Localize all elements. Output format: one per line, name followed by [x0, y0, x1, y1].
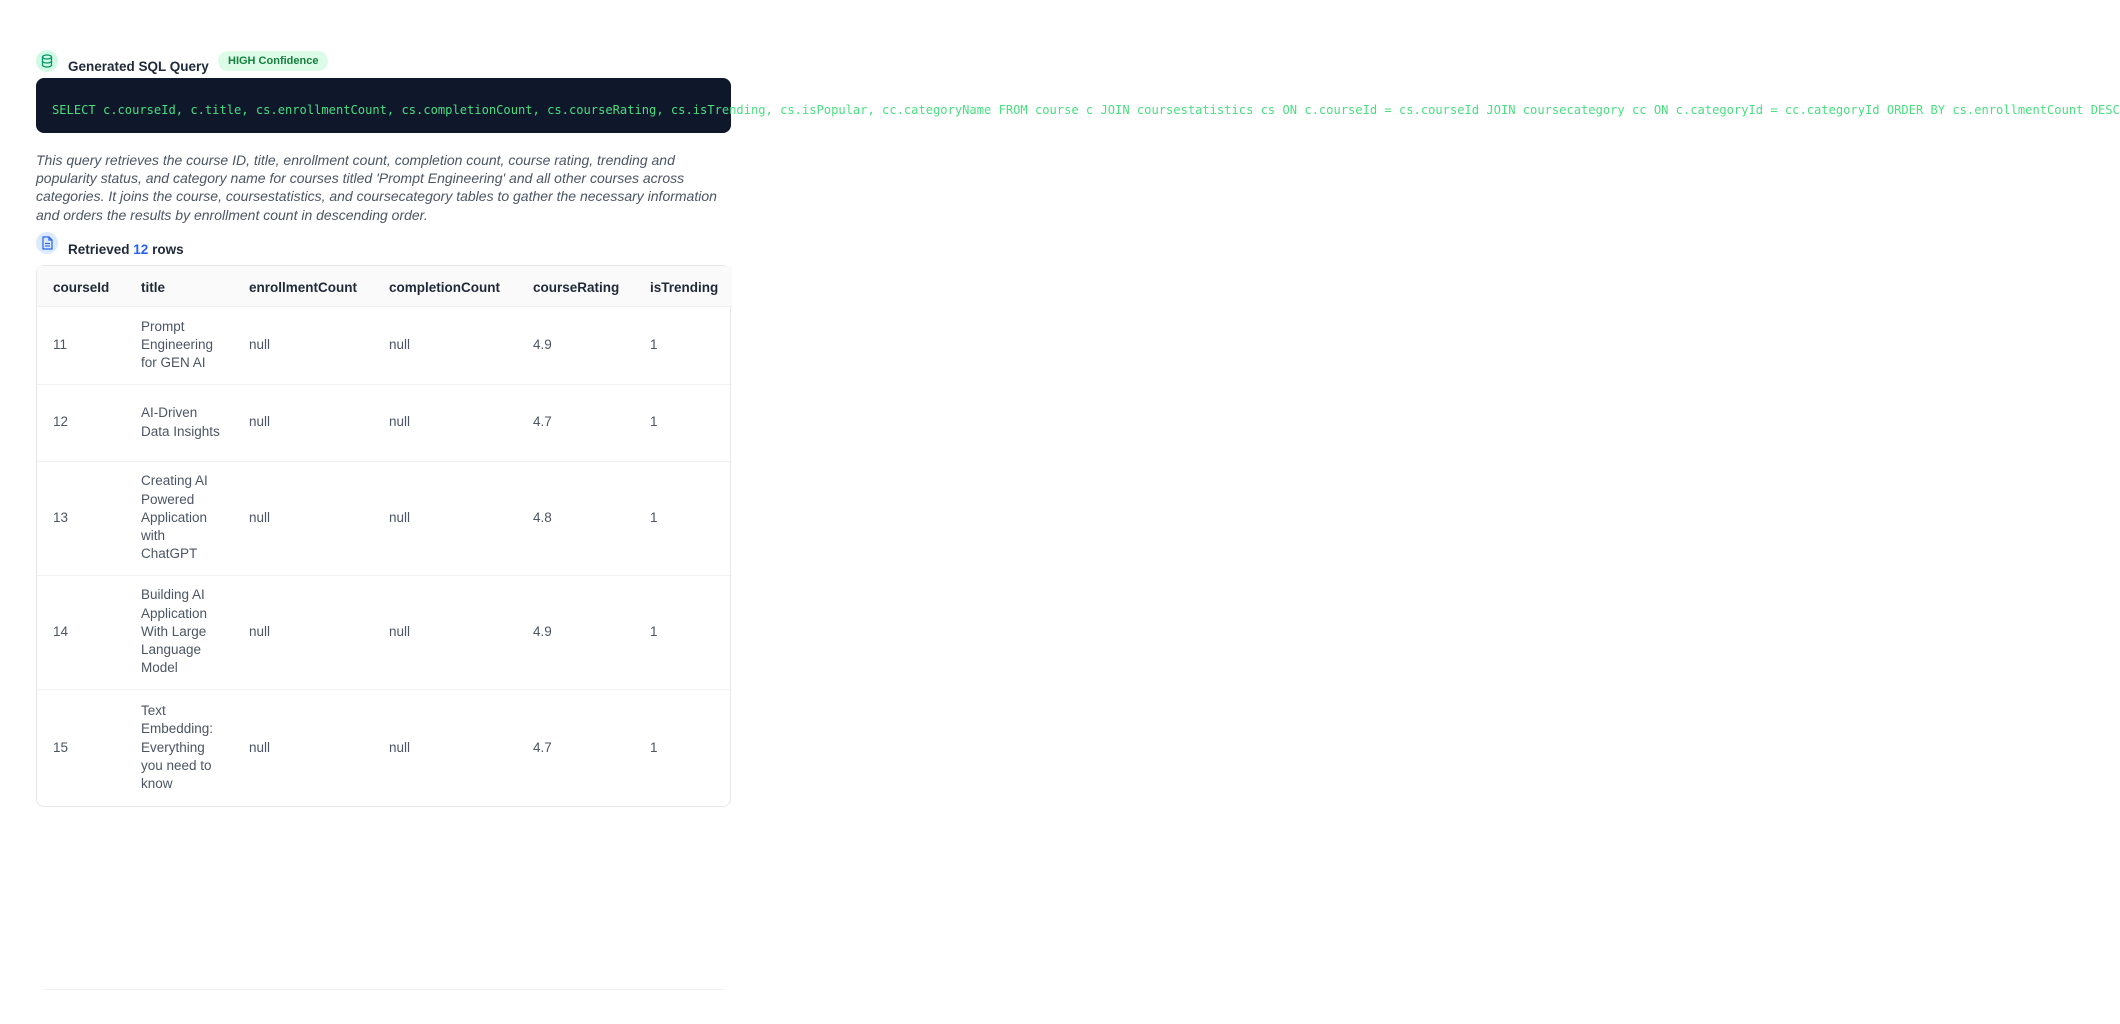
table-cell: null — [233, 384, 373, 461]
table-row — [37, 384, 732, 461]
sql-query-header — [36, 50, 736, 76]
sql-section-title: Generated SQL Query — [68, 59, 209, 74]
table-cell: 4.9 — [517, 575, 634, 689]
column-header-istrending[interactable]: isTrending — [634, 266, 732, 306]
divider — [44, 989, 724, 990]
query-explanation: This query retrieves the course ID, title, enrollment count, completion count, course rating, trending and popularity status, and category name for courses titled 'Prompt Engineering' and all other courses across categories. It joins the course, coursestatistics, and coursecategory tables to gather the necessary information and orders the results by enrollment count in descending order. — [36, 152, 717, 223]
confidence-badge: HIGH Confidence — [218, 51, 328, 71]
table-cell: 15 — [37, 689, 125, 806]
table-cell: null — [373, 306, 517, 384]
table-cell: null — [233, 461, 373, 575]
table-cell: null — [233, 306, 373, 384]
table-cell: Creating AI Powered Application with ChatGPT — [125, 461, 233, 575]
column-header-completioncount[interactable]: completionCount — [373, 266, 517, 306]
table-cell: null — [233, 575, 373, 689]
table-cell: Prompt Engineering for GEN AI — [125, 306, 233, 384]
retrieved-suffix: rows — [152, 242, 184, 257]
table-cell: Text Embedding: Everything you need to know — [125, 689, 233, 806]
results-table-card[interactable] — [36, 265, 731, 807]
table-cell: null — [233, 689, 373, 806]
row-count: 12 — [133, 242, 149, 257]
database-icon — [36, 50, 58, 72]
column-header-courserating[interactable]: courseRating — [517, 266, 634, 306]
table-cell: 13 — [37, 461, 125, 575]
table-cell: 1 — [634, 575, 732, 689]
table-cell: 12 — [37, 384, 125, 461]
table-cell: 4.8 — [517, 461, 634, 575]
column-header-title[interactable]: title — [125, 266, 233, 306]
table-row — [37, 689, 732, 806]
retrieved-rows-label — [68, 242, 184, 257]
table-header-row — [37, 266, 732, 306]
column-header-courseid[interactable]: courseId — [37, 266, 125, 306]
retrieved-prefix: Retrieved — [68, 242, 130, 257]
table-cell: AI-Driven Data Insights — [125, 384, 233, 461]
table-cell: 14 — [37, 575, 125, 689]
table-cell: 4.7 — [517, 689, 634, 806]
table-cell: 1 — [634, 461, 732, 575]
table-cell: null — [373, 575, 517, 689]
table-row — [37, 461, 732, 575]
column-header-enrollmentcount[interactable]: enrollmentCount — [233, 266, 373, 306]
table-cell: 4.9 — [517, 306, 634, 384]
sql-query-text: SELECT c.courseId, c.title, cs.enrollmentCount, cs.completionCount, cs.courseRating, cs.isTrending, cs.isPopular, cc.categoryName FROM course c JOIN coursestatistics cs ON c.courseId = cs.courseId JOIN coursecategory cc ON c.categoryId = cc.categoryId ORDER BY cs.enrollmentCount DESC — [52, 103, 2120, 117]
table-row — [37, 306, 732, 384]
results-table — [37, 266, 732, 806]
table-cell: 1 — [634, 384, 732, 461]
table-cell: 11 — [37, 306, 125, 384]
table-cell: 4.7 — [517, 384, 634, 461]
table-row — [37, 575, 732, 689]
document-icon — [36, 232, 58, 254]
results-header — [36, 232, 436, 256]
table-cell: null — [373, 384, 517, 461]
table-cell: Building AI Application With Large Language Model — [125, 575, 233, 689]
sql-code-block[interactable] — [36, 78, 2120, 133]
table-cell: null — [373, 689, 517, 806]
table-cell: 1 — [634, 306, 732, 384]
table-cell: null — [373, 461, 517, 575]
table-cell: 1 — [634, 689, 732, 806]
